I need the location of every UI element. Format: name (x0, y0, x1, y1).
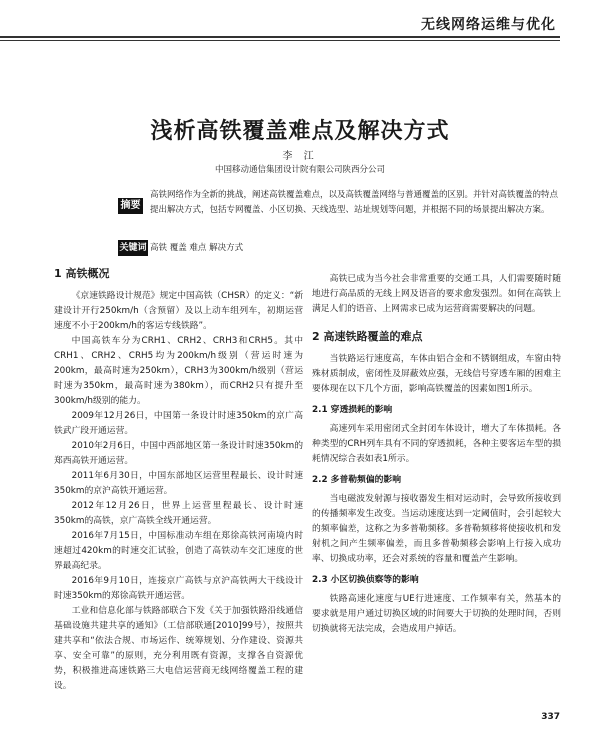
paragraph: 2012年12月26日，世界上运营里程最长、设计时速350km的高铁，京广高铁全线开通运营。 (54, 501, 303, 526)
header-rule-thin (0, 40, 560, 41)
paragraph: 铁路高速化速度与UE行进速度、工作频率有关，然基本的要求就是用户通过切换区域的时间要大于切换的处理时间，否则切换就将无法完成，会造成用户掉话。 (312, 594, 561, 634)
paragraph: 《京速铁路设计规范》规定中国高铁（CHSR）的定义：“新建设计开行250km/h（含预留）及以上动车组列车，初期运营速度不小于200km/h的客运专线铁路”。 (54, 291, 303, 331)
paper-title: 浅析高铁覆盖难点及解决方式 (150, 118, 450, 144)
section-2-2-heading: 2.2 多普勒频偏的影响 (312, 475, 402, 485)
section-2-3-heading: 2.3 小区切换侦察等的影响 (312, 575, 419, 585)
paragraph: 当电磁波发射源与接收器发生相对运动时，会导致所接收到的传播频率发生改变。当运动速度达到一定阈值时，会引起较大的频率偏差，这称之为多普勒频移。多普勒频移将使接收机和发射机之间产生频率偏差，而且多普勒频移会影响上行接入成功率、切换成功率，还会对系统的容量和覆盖产生影响。 (312, 494, 561, 564)
abstract-text: 高铁网络作为全新的挑战，阐述高铁覆盖难点，以及高铁覆盖网络与普通覆盖的区别。并针对高铁覆盖的特点提出解决方式，包括专网覆盖、小区切换、天线选型、站址规划等问题，并根据不同的场景提出解决方案。 (150, 190, 559, 215)
paragraph: 当铁路运行速度高，车体由铝合金和不锈钢组成，车窗由特殊材质制成，密闭性及屏蔽效应强，无线信号穿透车厢的困难主要体现在以下几个方面，影响高铁覆盖的因素如图1所示。 (312, 354, 561, 394)
section-2-heading: 2 高速铁路覆盖的难点 (312, 330, 423, 343)
paragraph: 2016年7月15日，中国标准动车组在郑徐高铁河南境内时速超过420km的时速交汇试验，创造了高铁动车交汇速度的世界最高纪录。 (54, 531, 303, 571)
paragraph: 2016年9月10日，连接京广高铁与京沪高铁两大干线设计时速350km的郑徐高铁开通运营。 (54, 576, 303, 601)
page-header (0, 0, 600, 44)
paragraph: 2011年6月30日，中国东部地区运营里程最长、设计时速350km的京沪高铁开通运营。 (54, 471, 303, 496)
header-rule (0, 36, 560, 38)
paper-affiliation: 中国移动通信集团设计院有限公司陕西分公司 (214, 165, 385, 175)
paragraph: 2010年2月6日，中国中西部地区第一条设计时速350km的郑西高铁开通运营。 (54, 441, 303, 466)
section-1-heading: 1 高铁概况 (54, 267, 110, 280)
paragraph: 2009年12月26日，中国第一条设计时速350km的京广高铁武广段开通运营。 (54, 411, 303, 436)
paragraph: 高铁已成为当今社会非常重要的交通工具，人们需要随时随地进行高品质的无线上网及语音的要求愈发强烈。如何在高铁上满足人们的语音、上网需求已成为运营商需要解决的问题。 (312, 274, 561, 314)
section-2-1-heading: 2.1 穿透损耗的影响 (312, 405, 393, 415)
keywords-label: 关键词 (118, 240, 148, 256)
paragraph: 工业和信息化部与铁路部联合下发《关于加强铁路沿线通信基础设施共建共享的通知》（工信部联通[2010]99号），按照共建共享和“依法合规、市场运作、统筹规划、分作建设、资源共享、安全可靠”的原则，充分利用既有资源，支撑各自资源优势，积极推进高速铁路三大电信运营商无线网络覆盖工程的建设。 (54, 606, 303, 691)
paragraph: 中国高铁车分为CRH1、CRH2、CRH3和CRH5。其中CRH1、CRH2、CRH5均为200km/h级别（营运时速为200km，最高时速为250km），CRH3为300km/h级别（营运时速为350km，最高时速为380km），而CRH2只有提升至300km/h级别的能力。 (54, 336, 303, 406)
page-number: 337 (541, 712, 560, 722)
keywords-text: 高铁 覆盖 难点 解决方式 (150, 243, 244, 253)
journal-section-title: 无线网络运维与优化 (411, 14, 560, 34)
paper-author: 李 江 (282, 151, 318, 162)
paragraph: 高速列车采用密闭式全封闭车体设计，增大了车体损耗。各种类型的CRH列车具有不同的穿透损耗，各种主要客运车型的损耗情况综合表如表1所示。 (312, 424, 561, 464)
left-column (54, 266, 303, 694)
right-column (312, 272, 561, 637)
abstract-label: 摘要 (118, 198, 143, 214)
